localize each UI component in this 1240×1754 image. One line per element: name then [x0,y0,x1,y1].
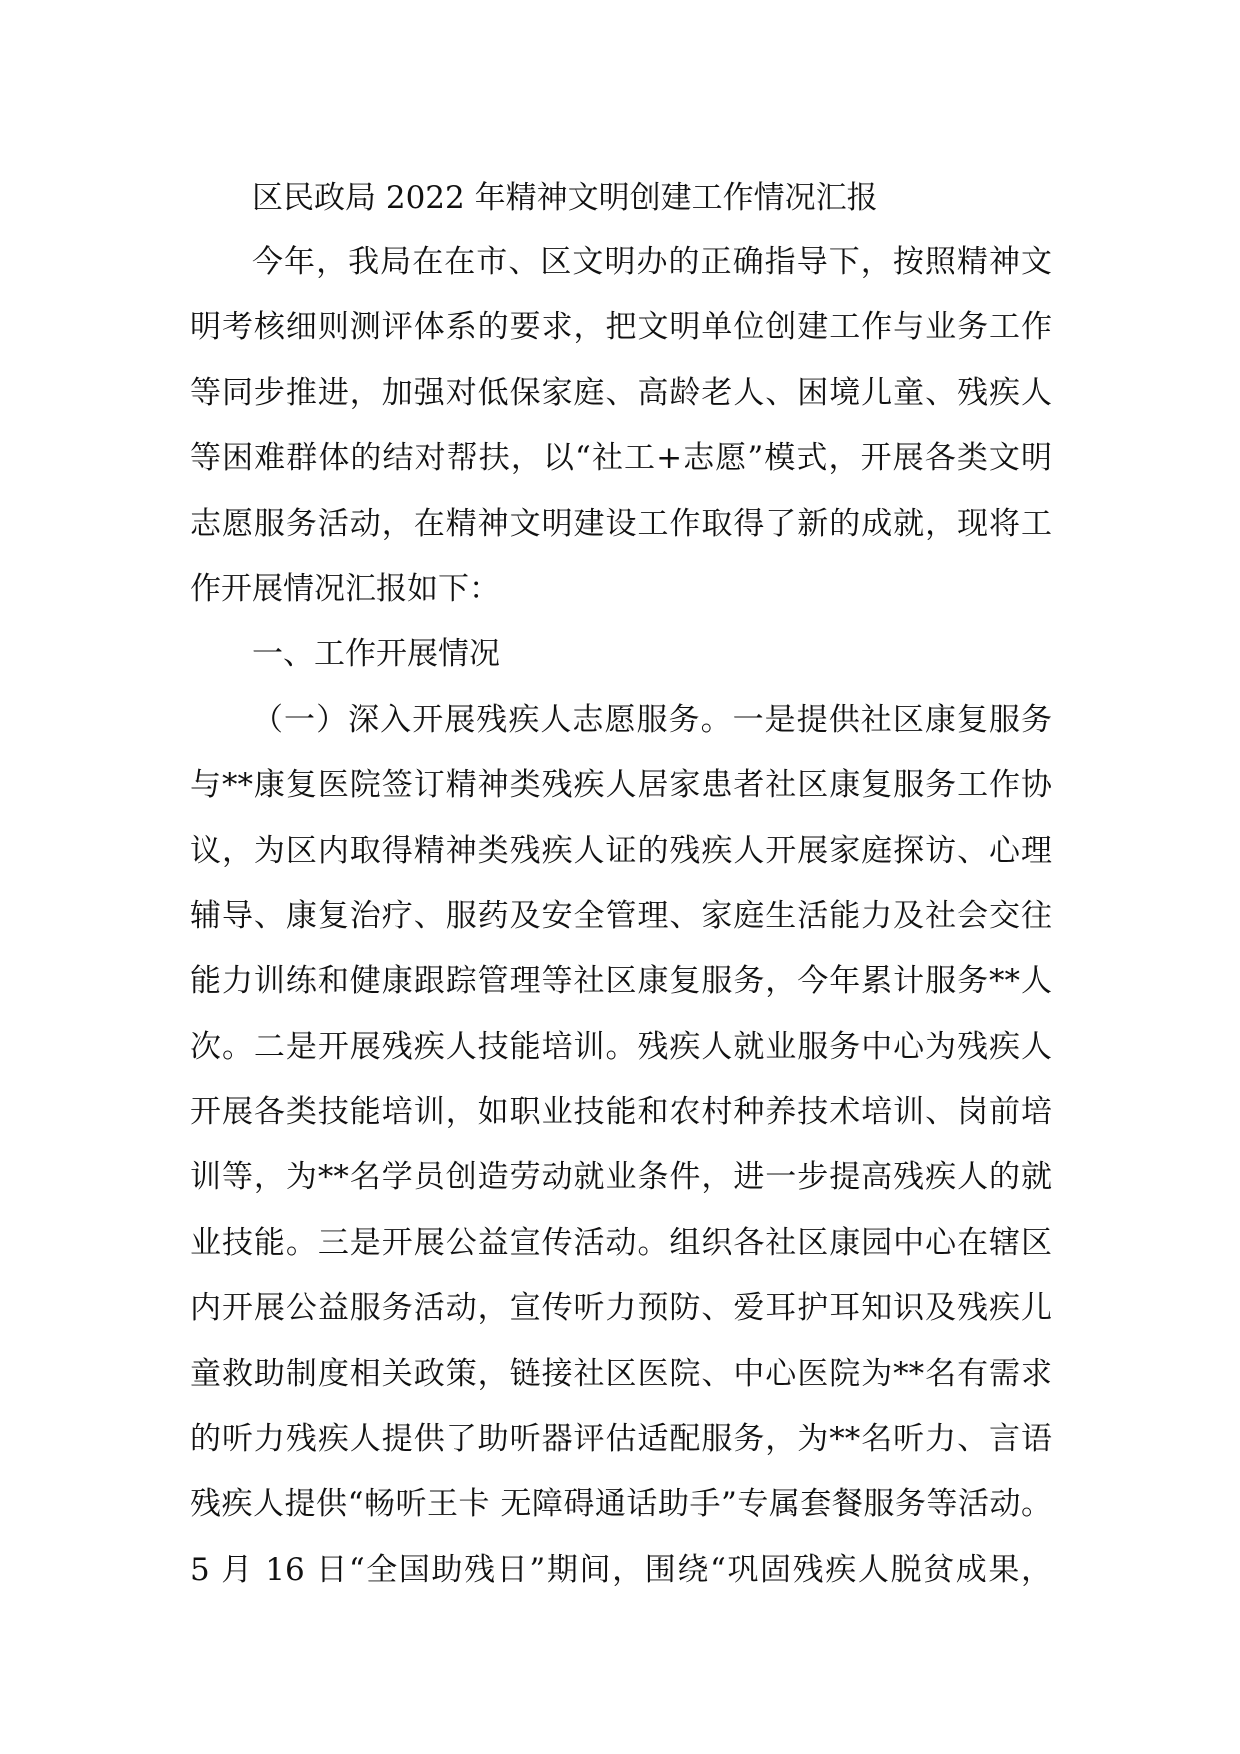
text-line: 5 月 16 日“全国助残日”期间，围绕“巩固残疾人脱贫成果， [190,1551,1052,1588]
text-line: 等困难群体的结对帮扶，以“社工+志愿”模式，开展各类文明 [190,440,1052,477]
text-line: 次。二是开展残疾人技能培训。残疾人就业服务中心为残疾人 [190,1028,1052,1065]
text-line: 辅导、康复治疗、服药及安全管理、家庭生活能力及社会交往 [190,897,1052,934]
text-line: 童救助制度相关政策，链接社区医院、中心医院为**名有需求 [190,1355,1052,1392]
intro-paragraph [190,230,1052,622]
text-line: 业技能。三是开展公益宣传活动。组织各社区康园中心在辖区 [190,1224,1052,1261]
text-line: 内开展公益服务活动，宣传听力预防、爱耳护耳知识及残疾儿 [190,1290,1052,1327]
text-line: 今年，我局在在市、区文明办的正确指导下，按照精神文 [252,244,1052,280]
section-heading: 一、工作开展情况 [252,636,500,673]
text-line: 作开展情况汇报如下： [190,570,500,607]
text-line: 训等，为**名学员创造劳动就业条件，进一步提高残疾人的就 [190,1159,1052,1196]
text-line: （一）深入开展残疾人志愿服务。一是提供社区康复服务 [252,701,1052,738]
text-line: 明考核细则测评体系的要求，把文明单位创建工作与业务工作 [190,309,1052,346]
text-line: 开展各类技能培训，如职业技能和农村种养技术培训、岗前培 [190,1094,1052,1131]
section-one-paragraph [190,688,1052,1603]
text-line: 的听力残疾人提供了助听器评估适配服务，为**名听力、言语 [190,1421,1052,1458]
document-body [190,166,1052,1603]
text-line: 与**康复医院签订精神类残疾人居家患者社区康复服务工作协 [190,767,1052,804]
text-line: 能力训练和健康跟踪管理等社区康复服务，今年累计服务**人 [190,963,1052,1000]
document-title: 区民政局 2022 年精神文明创建工作情况汇报 [252,180,878,216]
section-heading-paragraph [190,622,1052,687]
text-line: 议，为区内取得精神类残疾人证的残疾人开展家庭探访、心理 [190,832,1052,869]
text-line: 志愿服务活动，在精神文明建设工作取得了新的成就，现将工 [190,505,1052,542]
text-line: 等同步推进，加强对低保家庭、高龄老人、困境儿童、残疾人 [190,374,1052,411]
text-line: 残疾人提供“畅听王卡 无障碍通话助手”专属套餐服务等活动。 [190,1486,1052,1523]
